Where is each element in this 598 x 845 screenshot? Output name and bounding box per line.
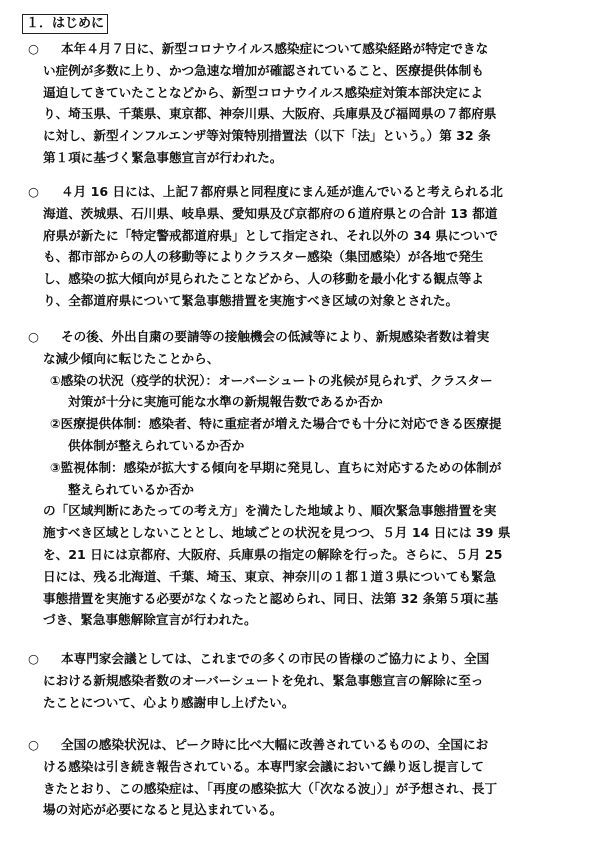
- paragraph-line: づき、緊急事態解除宣言が行われた。: [43, 612, 257, 628]
- paragraph-line: を、21 日には京都府、大阪府、兵庫県の指定の解除を行った。さらに、５月 25: [43, 546, 503, 562]
- paragraph-line: い症例が多数に上り、かつ急速な増加が確認されていること、医療提供体制も: [43, 62, 484, 78]
- paragraph-3: [28, 326, 586, 631]
- paragraph-line: り、埼玉県、千葉県、東京都、神奈川県、大阪府、兵庫県及び福岡県の７都府県: [43, 106, 497, 122]
- criteria-item-line: 整えられているか否か: [68, 481, 194, 497]
- criteria-item: ③監視体制：感染が拡大する傾向を早期に発見し、直ちに対応するための体制が: [50, 459, 502, 475]
- paragraph-line: 海道、茨城県、石川県、岐阜県、愛知県及び京都府の６道府県との合計 13 都道: [43, 205, 498, 221]
- paragraph-line: ける感染は引き続き報告されている。本専門家会議において繰り返し提言して: [43, 758, 484, 774]
- bullet-icon: ○: [28, 184, 39, 199]
- paragraph-line: 事態措置を実施する必要がなくなったと認められ、同日、法第 32 条第５項に基: [43, 590, 499, 606]
- paragraph-line: たことについて、心より感謝申し上げたい。: [43, 694, 295, 710]
- bullet-icon: ○: [28, 41, 39, 56]
- criteria-item-line: 供体制が整えられているか否か: [68, 437, 245, 453]
- paragraph-line: きたとおり、この感染症は、「再度の感染拡大（「次なる波」）」が予想され、長丁: [43, 780, 498, 796]
- bullet-icon: ○: [28, 737, 39, 752]
- paragraph-line: 場の対応が必要になると見込まれている。: [43, 802, 283, 818]
- paragraph-5: [28, 734, 586, 821]
- paragraph-2: [28, 181, 586, 312]
- paragraph-line: における新規感染者数のオーバーシュートを免れ、緊急事態宣言の解除に至っ: [43, 672, 484, 688]
- section-heading: １．はじめに: [22, 14, 108, 34]
- paragraph-line: 日には、残る北海道、千葉、埼玉、東京、神奈川の１都１道３県についても緊急: [43, 568, 497, 584]
- bullet-icon: ○: [28, 329, 39, 344]
- paragraph-line: 施すべき区域としないこととし、地域ごとの状況を見つつ、５月 14 日には 39 県: [43, 525, 511, 541]
- paragraph-1: [28, 38, 586, 169]
- paragraph-line: 全国の感染状況は、ピーク時に比べ大幅に改善されているものの、全国にお: [61, 737, 489, 752]
- paragraph-line: り、全都道府県について緊急事態措置を実施すべき区域の対象とされた。: [43, 292, 459, 308]
- paragraph-line: ４月 16 日には、上記７都府県と同程度にまん延が進んでいると考えられる北: [61, 184, 503, 199]
- paragraph-line: 本年４月７日に、新型コロナウイルス感染症について感染経路が特定できな: [61, 41, 489, 56]
- paragraph-line: 本専門家会議としては、これまでの多くの市民の皆様のご協力により、全国: [61, 651, 490, 666]
- paragraph-line: に対し、新型インフルエンザ等対策特別措置法（以下「法」という。）第 32 条: [43, 128, 491, 144]
- paragraph-line: も、都市部からの人の移動等によりクラスター感染（集団感染）が各地で発生: [43, 249, 484, 265]
- paragraph-line: 第１項に基づく緊急事態宣言が行われた。: [43, 149, 283, 165]
- bullet-icon: ○: [28, 651, 39, 666]
- paragraph-line: その後、外出自粛の要請等の接触機会の低減等により、新規感染者数は着実: [61, 329, 490, 344]
- paragraph-line: の「区域判断にあたっての考え方」を満たした地域より、順次緊急事態措置を実: [43, 503, 497, 519]
- criteria-item: ②医療提供体制：感染者、特に重症者が増えた場合でも十分に対応できる医療提: [50, 416, 502, 432]
- criteria-item: ①感染の状況（疫学的状況）：オーバーシュートの兆候が見られず、クラスター: [50, 372, 493, 388]
- paragraph-line: 逼迫してきていたことなどから、新型コロナウイルス感染症対策本部決定によ: [43, 84, 484, 100]
- criteria-item-line: 対策が十分に実施可能な水準の新規報告数であるか否か: [68, 394, 383, 410]
- paragraph-line: 府県が新たに「特定警戒都道府県」として指定され、それ以外の 34 県についで: [43, 227, 498, 243]
- paragraph-4: [28, 648, 586, 713]
- paragraph-line: し、感染の拡大傾向が見られたことなどから、人の移動を最小化する観点等よ: [43, 271, 484, 287]
- paragraph-line: な減少傾向に転じたことから、: [43, 350, 220, 366]
